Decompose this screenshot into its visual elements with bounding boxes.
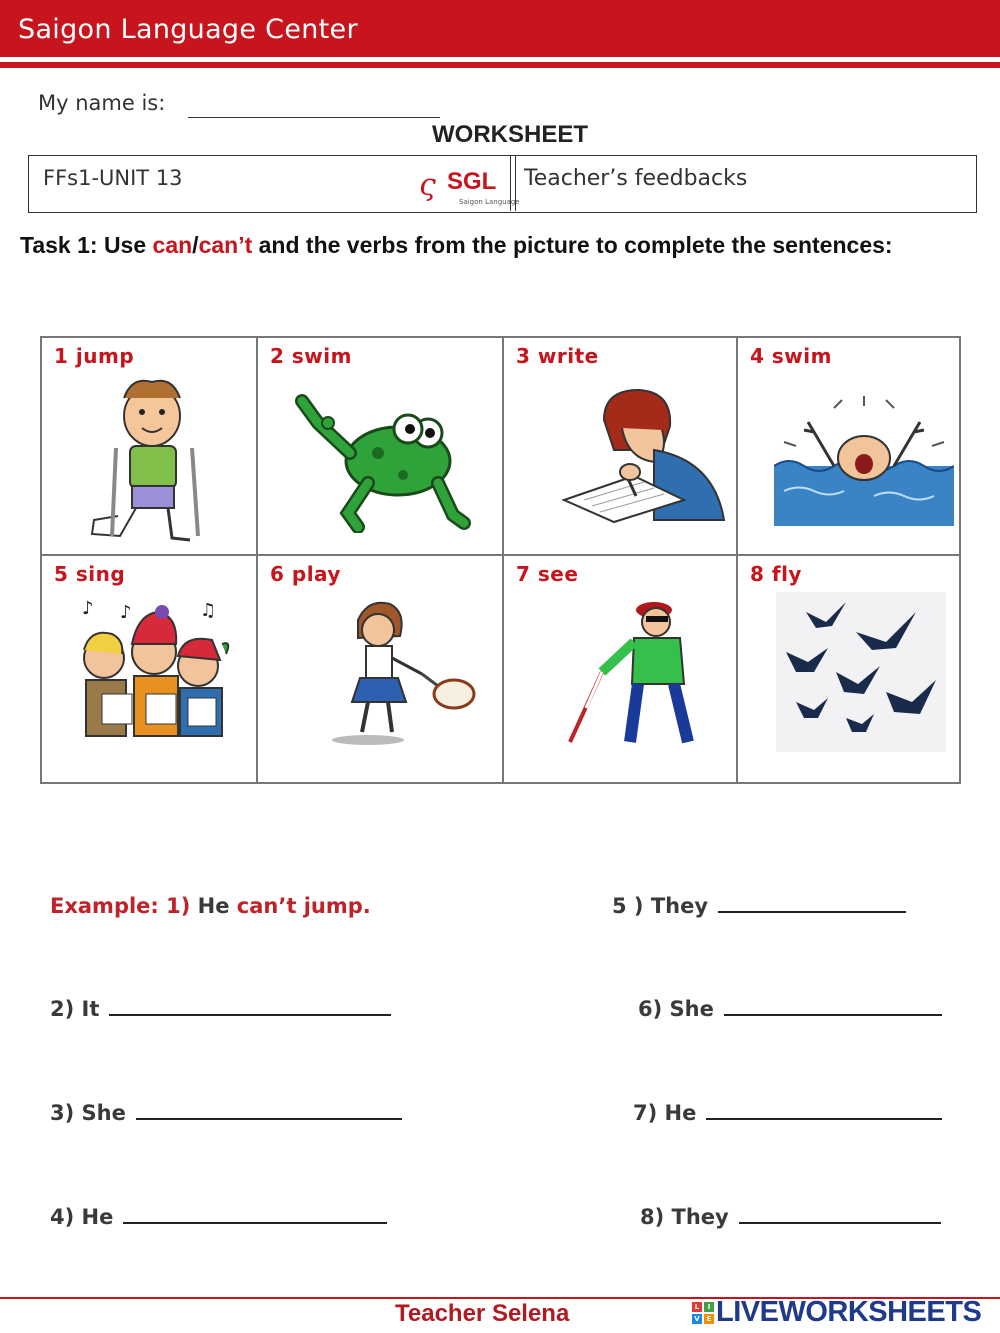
picture-cell-2	[258, 338, 504, 556]
picture-label: 5 sing	[54, 562, 126, 586]
sgl-logo-mark-icon: ς	[419, 168, 436, 203]
picture-cell-6	[258, 556, 504, 784]
example-sentence	[50, 894, 371, 918]
sgl-logo-subtitle: Saigon Language	[459, 198, 520, 206]
sentence-8	[640, 1205, 941, 1229]
task-prefix: Task 1: Use	[20, 232, 153, 258]
boy-on-crutches-icon	[72, 368, 232, 548]
sentence-3-label: 3) She	[50, 1101, 126, 1125]
example-answer: can’t jump.	[236, 894, 371, 918]
swallows-icon	[776, 592, 946, 752]
picture-table	[40, 336, 961, 784]
feedback-label: Teacher’s feedbacks	[524, 166, 748, 191]
example-label: Example: 1)	[50, 894, 191, 918]
sentence-5-label: 5 ) They	[612, 894, 709, 918]
svg-text:♫: ♫	[200, 600, 217, 621]
blind-man-icon	[562, 592, 722, 752]
drowning-man-icon	[774, 396, 954, 526]
sentence-2-label: 2) It	[50, 997, 100, 1021]
answer-blank-6[interactable]	[724, 998, 942, 1016]
picture-cell-4	[738, 338, 961, 556]
picture-label: 7 see	[516, 562, 579, 586]
boy-writing-icon	[544, 380, 734, 530]
worksheet-title: WORKSHEET	[432, 121, 588, 148]
svg-text:♪: ♪	[82, 598, 94, 619]
girl-tennis-icon	[318, 598, 488, 748]
picture-label: 8 fly	[750, 562, 802, 586]
task-suffix: and the verbs from the picture to complete the sentences:	[252, 232, 893, 258]
svg-text:♪: ♪	[120, 602, 132, 623]
task-word-can: can	[152, 232, 193, 258]
task-slash: /	[192, 232, 199, 258]
header-rule	[0, 62, 1000, 68]
sentence-6	[638, 997, 942, 1021]
unit-code: FFs1-UNIT 13	[43, 166, 183, 190]
answer-blank-3[interactable]	[136, 1102, 402, 1120]
answer-blank-4[interactable]	[123, 1206, 387, 1224]
liveworksheets-brand[interactable]: LIVEWORKSHEETS	[716, 1296, 982, 1328]
sentence-7-label: 7) He	[633, 1101, 697, 1125]
header-title: Saigon Language Center	[18, 14, 358, 45]
liveworksheets-logo-icon: L I V E	[692, 1300, 716, 1324]
sentence-7	[633, 1101, 942, 1125]
answer-blank-7[interactable]	[706, 1102, 942, 1120]
picture-cell-1	[42, 338, 258, 556]
task-instruction	[20, 222, 920, 268]
picture-cell-8	[738, 556, 961, 784]
sgl-logo	[419, 162, 520, 206]
picture-label: 3 write	[516, 344, 599, 368]
task-word-cant: can’t	[198, 232, 253, 258]
picture-label: 6 play	[270, 562, 341, 586]
name-input-line[interactable]	[188, 117, 440, 118]
header-bar	[0, 0, 1000, 57]
picture-label: 1 jump	[54, 344, 135, 368]
sentence-4	[50, 1205, 387, 1229]
picture-label: 4 swim	[750, 344, 832, 368]
picture-label: 2 swim	[270, 344, 352, 368]
info-divider	[510, 156, 516, 211]
name-label: My name is:	[38, 91, 166, 115]
picture-cell-5	[42, 556, 258, 784]
sentence-5	[612, 894, 906, 918]
info-box	[28, 155, 977, 213]
answer-blank-8[interactable]	[739, 1206, 941, 1224]
example-subject: He	[197, 894, 230, 918]
frog-icon	[288, 383, 478, 533]
footer-teacher: Teacher Selena	[395, 1300, 570, 1327]
picture-cell-3	[504, 338, 738, 556]
singing-children-icon	[72, 594, 232, 744]
sentence-4-label: 4) He	[50, 1205, 114, 1229]
sentence-6-label: 6) She	[638, 997, 714, 1021]
sentence-2	[50, 997, 391, 1021]
sgl-logo-text: SGL	[447, 168, 497, 195]
answer-blank-2[interactable]	[109, 998, 391, 1016]
sentence-3	[50, 1101, 402, 1125]
answer-blank-5[interactable]	[718, 895, 906, 913]
sentence-8-label: 8) They	[640, 1205, 729, 1229]
picture-cell-7	[504, 556, 738, 784]
